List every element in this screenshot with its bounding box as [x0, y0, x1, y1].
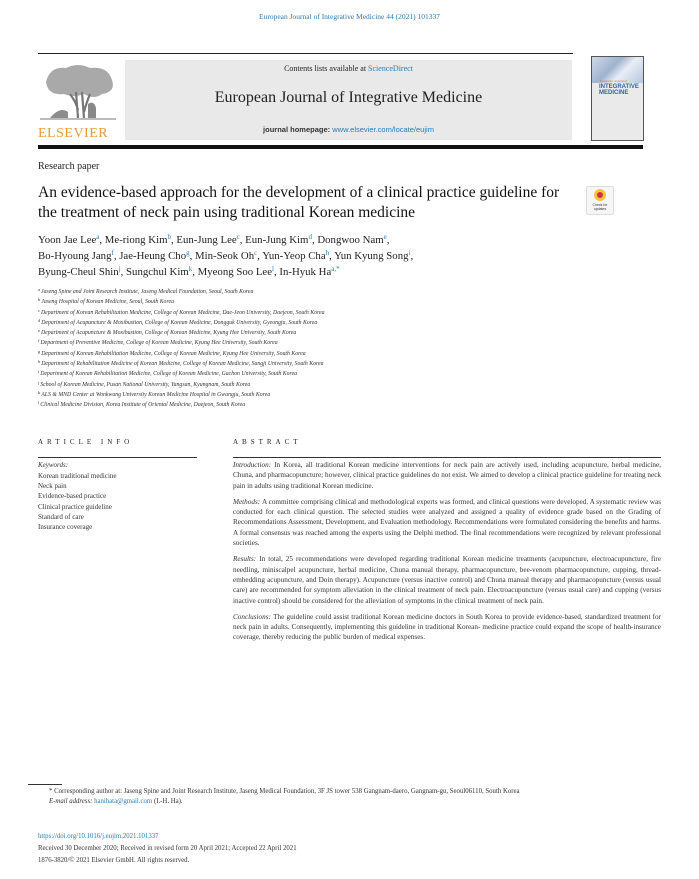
top-rule	[38, 53, 573, 54]
affiliation-key: d	[38, 317, 41, 323]
author-affiliation-marker[interactable]: j	[118, 265, 121, 273]
affiliation-key: l	[38, 400, 40, 406]
author-affiliation-marker[interactable]: k	[188, 265, 193, 273]
affiliation: $^a$Jaseng Spine and Joint Research Institute, Jaseng Medical Foundation, Seoul, South Korea	[38, 287, 254, 295]
author[interactable]: Dongwoo Nam$^e$	[317, 233, 387, 246]
journal-cover-thumbnail[interactable]	[591, 56, 644, 141]
affiliation-key: a	[38, 287, 40, 292]
author-affiliation-marker[interactable]: l	[272, 265, 274, 273]
running-head[interactable]: European Journal of Integrative Medicine 44 (2021) 101337	[259, 12, 440, 21]
abstract-section: Introduction: In Korea, all traditional Korean medicine interventions for neck pain are actively used, including acupuncture, herbal medicine, Chuna, and pharmacopuncture; however, clinical practice guidelines do not exist. We aimed to develop a clinical practice guideline for treating neck pain in adults using traditional Korean medicine.	[233, 461, 662, 490]
author[interactable]: Byung-Cheul Shin$^j$	[38, 265, 121, 278]
affiliation-key: f	[38, 338, 40, 344]
abstract-section-label: Conclusions:	[233, 612, 274, 621]
keyword: Clinical practice guideline	[38, 502, 112, 511]
homepage-link[interactable]: www.elsevier.com/locate/eujim	[332, 125, 434, 134]
article-info-heading: ARTICLE INFO	[38, 438, 134, 446]
elsevier-wordmark: ELSEVIER	[38, 126, 109, 141]
author-affiliation-marker[interactable]: d	[308, 233, 312, 241]
keyword: Korean traditional medicine	[38, 472, 117, 480]
homepage-label: journal homepage:	[263, 125, 333, 134]
author[interactable]: Bo-Hyoung Jang$^f$	[38, 249, 114, 262]
contents-line	[125, 64, 572, 73]
affiliation: $^k$ALS & MND Center at Wonkwang University Korean Medicine Hospital in Gwangju, South Korea	[38, 389, 271, 398]
affiliation-key: b	[38, 297, 41, 303]
email-suffix: (I.-H. Ha).	[153, 798, 183, 805]
abstract-rule	[233, 457, 661, 458]
copyright-line: 1876-3820/© 2021 Elsevier GmbH. All rights reserved.	[38, 857, 190, 864]
elsevier-tree-icon	[40, 62, 116, 120]
author-affiliation-marker[interactable]: f	[111, 249, 114, 257]
journal-masthead	[125, 60, 572, 140]
abstract-section-label: Methods:	[233, 497, 262, 506]
affiliation: $^b$Jaseng Hospital of Korean Medicine, Seoul, South Korea	[38, 297, 174, 306]
author-affiliation-marker[interactable]: a,*	[331, 265, 340, 273]
author-affiliation-marker[interactable]: i	[408, 249, 411, 257]
author-affiliation-marker[interactable]: a	[96, 233, 100, 241]
keyword: Insurance coverage	[38, 523, 93, 532]
crossmark-icon	[594, 189, 606, 201]
keywords-list	[38, 471, 117, 532]
affiliation: $^f$Department of Preventive Medicine, College of Korean Medicine, Kyung Hee University, South Korea	[38, 338, 278, 347]
affiliation: $^j$School of Korean Medicine, Pusan National University, Yangsan, Kyungnam, South Korea	[38, 379, 251, 388]
author[interactable]: Yun Kyung Song$^i$	[334, 249, 411, 262]
abstract-section-label: Introduction:	[233, 461, 275, 469]
abstract-body	[233, 460, 661, 649]
author[interactable]: Sungchul Kim$^k$	[126, 265, 193, 278]
corresponding-address: Corresponding author at: Jaseng Spine and Joint Research Institute, Jaseng Medical Foundation, 3F JS tower 538 Gangnam-daero, Gangnam-gu, Seoul06110, South Korea	[54, 788, 520, 795]
abstract-section: Results: In total, 25 recommendations were developed regarding traditional Korean medicine treatments (acupuncture, electroacupuncture, fire needling, miniscalpel acupuncture, herbal medicine, Chuna manual therapy, pharmacopuncture, bee-venom pharmacopuncture, cupping, thread-embedding acupuncture, and Doin therapy). Acupuncture (versus inactive control) and Chuna manual therapy and pharmacopuncture (versus usual care) are recommended for symptom alleviation in the clinical treatment of neck pain. Electroacupuncture (versus usual care) and cupping (versus inactive control) should be considered for the alleviation of symptoms in the clinical treatment of neck pain.	[233, 555, 662, 605]
author[interactable]: Jae-Heung Cho$^g$	[119, 249, 190, 262]
author-affiliation-marker[interactable]: b	[167, 233, 171, 241]
affiliation: $^h$Department of Rehabilitation Medicine of Korean Medicine, College of Korean Medicine, Sangji University, South Korea	[38, 359, 324, 368]
keyword: Standard of care	[38, 512, 84, 521]
keyword: Neck pain	[38, 482, 67, 491]
article-info-rule	[38, 457, 197, 458]
cover-word-1: INTEGRATIVE	[599, 84, 639, 90]
affiliation-key: i	[38, 369, 40, 375]
sciencedirect-link[interactable]: ScienceDirect	[368, 64, 413, 73]
article-type: Research paper	[38, 161, 100, 172]
elsevier-logo[interactable]	[36, 58, 122, 142]
affiliation: $^i$Department of Korean Rehabilitation Medicine, College of Korean Medicine, Gachon University, South Korea	[38, 369, 298, 378]
author[interactable]: Yun-Yeop Cha$^h$	[262, 249, 330, 262]
affiliation-key: h	[38, 359, 41, 365]
author[interactable]: Min-Seok Oh$^c$	[195, 249, 258, 262]
email-label: E-mail address:	[49, 798, 93, 805]
author[interactable]: In-Hyuk $Ha^{a,*}$	[279, 265, 340, 278]
corresponding-author-footnote	[38, 787, 658, 807]
author-affiliation-marker[interactable]: e	[383, 233, 387, 241]
author[interactable]: Myeong Soo Lee$^l$	[197, 265, 274, 278]
footnote-rule	[28, 784, 62, 785]
author[interactable]: Eun-Jung Lee$^c$	[176, 233, 240, 246]
footnote-marker: *	[49, 788, 53, 795]
keywords-label: Keywords:	[38, 461, 69, 469]
doi-link[interactable]: https://doi.org/10.1016/j.eujim.2021.101337	[38, 833, 159, 840]
affiliation: $^l$Clinical Medicine Division, Korea Institute of Oriental Medicine, Daejeon, South Korea	[38, 400, 246, 409]
article-title: An evidence-based approach for the development of a clinical practice guideline for the treatment of neck pain using traditional Korean medicine	[38, 184, 560, 221]
crossmark-label: Check for updates	[592, 203, 608, 211]
email-link[interactable]: hanihata@gmail.com	[94, 798, 153, 805]
affiliation-key: g	[38, 348, 41, 354]
keyword: Evidence-based practice	[38, 492, 107, 501]
header-thick-rule	[38, 145, 643, 149]
affiliation-key: j	[38, 379, 40, 385]
author-affiliation-marker[interactable]: g	[186, 249, 190, 257]
affiliation-key: e	[38, 328, 40, 334]
abstract-section: Conclusions: The guideline could assist traditional Korean medicine doctors in South Korea to provide evidence-based, standardized treatment for neck pain in adults. Consequently, implementing this guideline in traditional Korean- medicine practice could expand the scope of health-insurance coverage, thereby reducing the public burden of medical expenses.	[233, 612, 662, 642]
author[interactable]: Eun-Jung Kim$^d$	[245, 233, 312, 246]
affiliation: $^c$Department of Korean Rehabilitation Medicine, College of Korean Medicine, Dae-Jeon University, Daejeon, South Korea	[38, 307, 325, 316]
abstract-section-label: Results:	[233, 555, 260, 564]
affiliation: $^d$Department of Acupuncture & Moxibustion, College of Korean Medicine, Dongguk University, Gyeongju, South Korea	[38, 317, 318, 326]
author-affiliation-marker[interactable]: c	[236, 233, 240, 241]
affiliation-list	[38, 287, 598, 411]
affiliation-key: c	[38, 307, 40, 313]
abstract-section: Methods: A committee comprising clinical and methodological experts was formed, and clinical questions were developed. A systematic review was conducted for each clinical question. The selected studies were analyzed and assigned a quality of evidence grade based on the Grading of Recommendations Assessment, Development, and Evaluation methodology. Recommendations were formulated considering the benefits and harms. A formal consensus was reached among the experts using the Delphi method. The final recommendations were recognized by relevant professional societies.	[233, 497, 661, 548]
abstract-heading: ABSTRACT	[233, 438, 302, 446]
affiliation: $^g$Department of Korean Rehabilitation Medicine, College of Korean Medicine, Kyung Hee University, South Korea	[38, 348, 306, 357]
author[interactable]: Yoon Jae Lee$^a$	[38, 233, 100, 246]
homepage-line	[125, 125, 572, 134]
cover-small-text: European Journal of	[600, 79, 628, 83]
author[interactable]: Me-riong Kim$^b$	[104, 233, 171, 246]
author-affiliation-marker[interactable]: h	[325, 249, 330, 257]
author-list: Yoon Jae Lee$^a$, Me-riong Kim$^b$, Eun-Jung Lee$^c$, Eun-Jung Kim$^d$, Dongwoo Nam$^e$, Bo-Hyoung Jang$^f$, Jae-Heung Cho$^g$, Min-Seok Oh$^c$, Yun-Yeop Cha$^h$, Yun Kyung Song$^i$, Byung-Cheul Shin$^j$, Sungchul Kim$^k$, Myeong Soo Lee$^l$, In-Hyuk $Ha^{a,*}$	[38, 233, 414, 278]
affiliation-key: k	[38, 389, 41, 395]
author-affiliation-marker[interactable]: c	[254, 249, 258, 257]
contents-prefix: Contents lists available at	[284, 64, 369, 73]
received-dates: Received 30 December 2020; Received in revised form 20 April 2021; Accepted 22 April 2021	[38, 845, 297, 852]
affiliation: $^e$Department of Acupuncture & Moxibustion, College of Korean Medicine, Kyung Hee University, South Korea	[38, 328, 297, 337]
journal-title: European Journal of Integrative Medicine	[214, 89, 483, 106]
check-for-updates-button[interactable]	[586, 186, 614, 215]
cover-word-2: MEDICINE	[599, 90, 629, 96]
